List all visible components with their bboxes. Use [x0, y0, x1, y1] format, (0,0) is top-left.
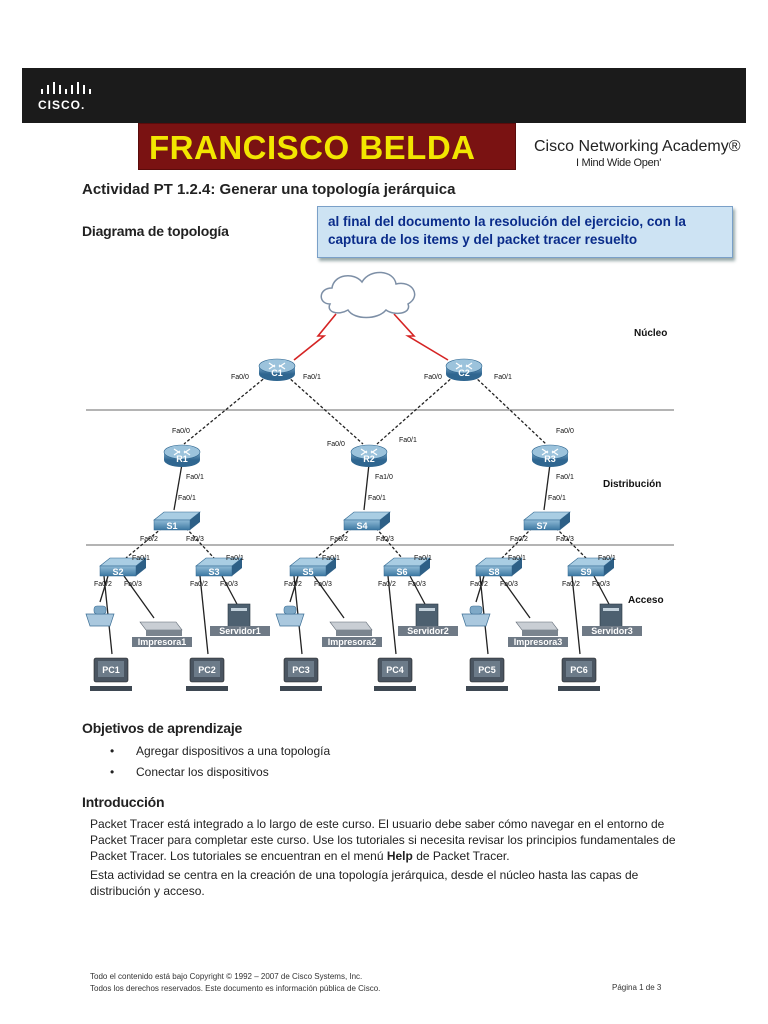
topology-diagram	[82, 258, 682, 708]
ip-phone-icon	[86, 614, 114, 626]
author-name-banner	[138, 123, 516, 170]
link-line	[316, 528, 352, 558]
internet-cloud-icon	[321, 272, 414, 317]
pc-label: PC1	[102, 665, 120, 675]
switch-s9-label: S9	[580, 567, 592, 577]
port-label: Fa0/2	[140, 536, 158, 543]
switch-s4-label: S4	[356, 521, 368, 531]
port-label: Fa1/0	[375, 474, 393, 481]
port-label: Fa0/1	[399, 437, 417, 444]
phone-handset-icon	[470, 606, 482, 614]
printer-icon	[516, 622, 558, 630]
pc-label: PC6	[570, 665, 588, 675]
port-label: Fa0/1	[303, 374, 321, 381]
printer-label: Impresora1	[137, 637, 187, 647]
port-label: Fa0/1	[226, 555, 244, 562]
pc-label: PC5	[478, 665, 496, 675]
port-label: Fa0/1	[556, 474, 574, 481]
layer-label-access: Acceso	[628, 595, 664, 606]
switch-s3-label: S3	[208, 567, 220, 577]
topology-heading: Diagrama de topología	[82, 223, 229, 239]
port-label: Fa0/1	[186, 474, 204, 481]
cisco-bars-icon	[39, 80, 91, 96]
port-label: Fa0/1	[508, 555, 526, 562]
router-r1-label: R1	[176, 454, 188, 464]
ip-phone-icon	[276, 614, 304, 626]
printer-icon	[330, 622, 372, 630]
port-label: Fa0/0	[172, 428, 190, 435]
port-label: Fa0/1	[548, 495, 566, 502]
intro-paragraph-1: Packet Tracer está integrado a lo largo de este curso. El usuario debe saber cómo navegar en el entorno de Packet Tracer para completar este curso. Use los tutoriales si necesita revisar los principios fundamentales de Packet Tracer. Los tutoriales se encuentran en el menú Help de Packet Tracer.	[90, 817, 676, 863]
link-line	[186, 528, 214, 558]
router-r2-label: R2	[363, 454, 375, 464]
port-label: Fa0/3	[592, 581, 610, 588]
cisco-header-bar	[22, 68, 746, 123]
academy-title: Cisco Networking Academy®	[534, 138, 741, 155]
cisco-logo-text: CISCO.	[38, 98, 86, 112]
printer-label: Impresora2	[327, 637, 377, 647]
switch-s8-label: S8	[488, 567, 500, 577]
port-label: Fa0/3	[500, 581, 518, 588]
port-label: Fa0/1	[178, 495, 196, 502]
port-label: Fa0/1	[368, 495, 386, 502]
port-label: Fa0/2	[284, 581, 302, 588]
port-label: Fa0/0	[424, 374, 442, 381]
port-label: Fa0/3	[314, 581, 332, 588]
pc-label: PC3	[292, 665, 310, 675]
server-label: Servidor3	[591, 626, 633, 636]
port-label: Fa0/2	[470, 581, 488, 588]
port-label: Fa0/3	[556, 536, 574, 543]
port-label: Fa0/2	[330, 536, 348, 543]
server-label: Servidor2	[407, 626, 449, 636]
printer-label: Impresora3	[513, 637, 563, 647]
resolution-note-text: al final del documento la resolución del ejercicio, con la captura de los items y del packet tracer resuelto	[328, 214, 686, 247]
phone-handset-icon	[94, 606, 106, 614]
pc-keyboard-icon	[466, 686, 508, 691]
port-label: Fa0/0	[231, 374, 249, 381]
port-label: Fa0/2	[562, 581, 580, 588]
intro-paragraph-2: Esta actividad se centra en la creación de una topología jerárquica, desde el núcleo hasta las capas de distribución y acceso.	[90, 868, 639, 898]
serial-link-c2	[394, 314, 448, 360]
copyright-footer: Todo el contenido está bajo Copyright © 1992 – 2007 de Cisco Systems, Inc. Todos los derechos reservados. Este documento es información pública de Cisco.	[90, 972, 381, 993]
pc-keyboard-icon	[558, 686, 600, 691]
author-name: FRANCISCO BELDA	[149, 129, 476, 166]
pc-label: PC4	[386, 665, 404, 675]
layer-label-core: Núcleo	[634, 328, 668, 339]
printer-icon	[140, 622, 182, 630]
port-label: Fa0/1	[414, 555, 432, 562]
link-line	[376, 528, 402, 558]
pc-keyboard-icon	[90, 686, 132, 691]
server-bay	[231, 608, 247, 611]
port-label: Fa0/1	[322, 555, 340, 562]
phone-handset-icon	[284, 606, 296, 614]
link-line	[126, 528, 162, 558]
resolution-note	[317, 206, 733, 258]
page-number: Página 1 de 3	[612, 983, 662, 992]
server-bay	[603, 608, 619, 611]
serial-link-c1	[294, 314, 336, 360]
port-label: Fa0/1	[132, 555, 150, 562]
cisco-logo	[36, 76, 96, 116]
router-c2-label: C2	[458, 368, 470, 378]
intro-heading: Introducción	[82, 794, 165, 810]
pc-label: PC2	[198, 665, 216, 675]
server-label: Servidor1	[219, 626, 261, 636]
switch-s5-label: S5	[302, 567, 314, 577]
switch-s7-label: S7	[536, 521, 548, 531]
port-label: Fa0/2	[378, 581, 396, 588]
pc-keyboard-icon	[280, 686, 322, 691]
printer-base	[336, 630, 372, 636]
port-label: Fa0/1	[598, 555, 616, 562]
link-line	[502, 528, 532, 558]
layer-label-distribution: Distribución	[603, 479, 662, 490]
ip-phone-icon	[462, 614, 490, 626]
port-label: Fa0/2	[94, 581, 112, 588]
link-line	[556, 528, 586, 558]
port-label: Fa0/2	[510, 536, 528, 543]
pc-keyboard-icon	[374, 686, 416, 691]
switch-s6-label: S6	[396, 567, 408, 577]
port-label: Fa0/0	[556, 428, 574, 435]
switch-s1-label: S1	[166, 521, 178, 531]
port-label: Fa0/0	[327, 441, 345, 448]
port-label: Fa0/3	[124, 581, 142, 588]
link-line	[364, 464, 369, 510]
port-label: Fa0/3	[220, 581, 238, 588]
pc-keyboard-icon	[186, 686, 228, 691]
router-r3-label: R3	[544, 454, 556, 464]
printer-base	[522, 630, 558, 636]
port-label: Fa0/1	[494, 374, 512, 381]
port-label: Fa0/3	[376, 536, 394, 543]
port-label: Fa0/3	[186, 536, 204, 543]
help-menu-name: Help	[386, 849, 413, 863]
server-bay	[419, 608, 435, 611]
link-line	[544, 464, 550, 510]
link-line	[174, 464, 182, 510]
objectives-heading: Objetivos de aprendizaje	[82, 720, 243, 736]
router-c1-label: C1	[271, 368, 283, 378]
port-label: Fa0/2	[190, 581, 208, 588]
activity-title: Actividad PT 1.2.4: Generar una topología jerárquica	[82, 181, 456, 198]
switch-s2-label: S2	[112, 567, 124, 577]
academy-tagline: I Mind Wide Open'	[576, 157, 662, 169]
port-label: Fa0/3	[408, 581, 426, 588]
printer-base	[146, 630, 182, 636]
